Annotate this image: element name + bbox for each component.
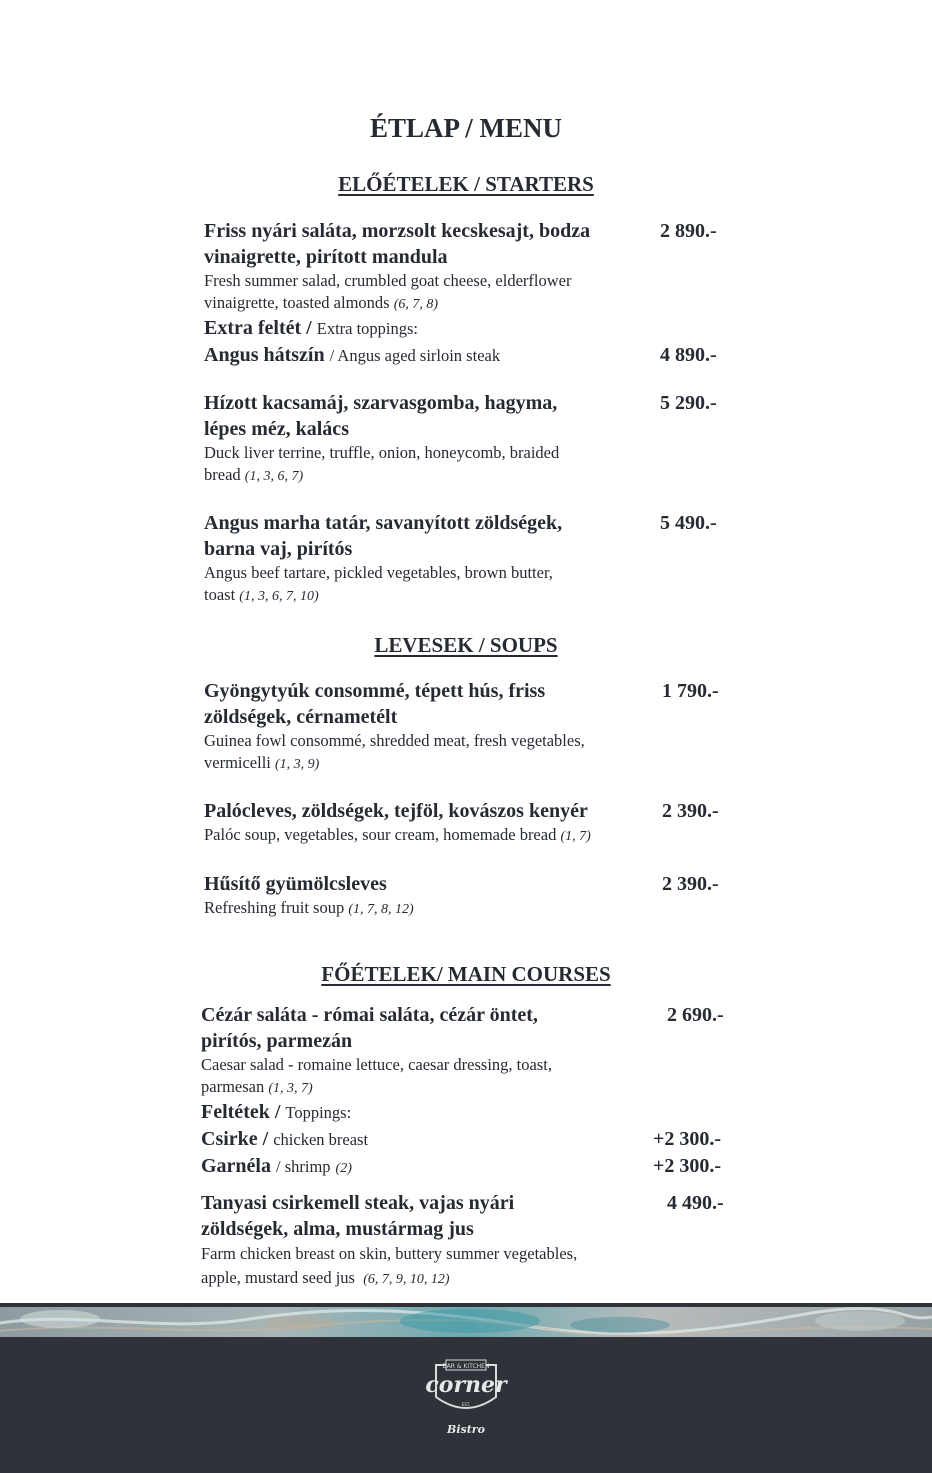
- item-name: Gyöngytyúk consommé, tépett hús, friss zöldségek, cérnametélt: [204, 680, 546, 728]
- item-name: Friss nyári saláta, morzsolt kecskesajt, bodza vinaigrette, pirított mandula: [204, 220, 591, 268]
- logo-sub-text: Bistro: [447, 1423, 485, 1436]
- menu-item: [204, 798, 744, 848]
- item-name: Hűsítő gyümölcsleves: [204, 873, 387, 895]
- topping-price: +2 300.-: [653, 1155, 722, 1177]
- footer: [0, 1337, 932, 1473]
- extra-toppings-row: Extra feltét / Extra toppings:: [204, 317, 419, 339]
- menu-item: [201, 1190, 741, 1292]
- item-name: Tanyasi csirkemell steak, vajas nyári zöldségek, alma, mustármag jus: [201, 1192, 515, 1240]
- item-name: Hízott kacsamáj, szarvasgomba, hagyma, lépes méz, kalács: [204, 392, 558, 440]
- menu-item: [204, 390, 744, 487]
- menu-item: [201, 1002, 741, 1182]
- item-description: Refreshing fruit soup (1, 7, 8, 12): [204, 898, 414, 917]
- corner-bistro-logo: [416, 1357, 516, 1443]
- logo-badge-text: BAR & KITCHEN: [442, 1363, 490, 1370]
- toppings-row: Feltétek / Toppings:: [201, 1101, 352, 1123]
- item-price: 2 390.-: [662, 800, 719, 822]
- logo-est-text: EST.: [461, 1402, 471, 1407]
- item-price: 2 690.-: [667, 1004, 724, 1026]
- extra-topping-row: Angus hátszín / Angus aged sirloin steak 4 890.-: [204, 344, 717, 366]
- topping-row: Garnéla / shrimp (2) +2 300.-: [201, 1155, 722, 1177]
- allergens: (6, 7, 9, 10, 12): [363, 1272, 450, 1287]
- item-price: 5 290.-: [660, 392, 717, 414]
- item-price: 1 790.-: [662, 680, 719, 702]
- item-price: 5 490.-: [660, 512, 717, 534]
- allergens: (6, 7, 8): [393, 296, 439, 312]
- section-title-starters: ELŐÉTELEK / STARTERS: [338, 172, 594, 196]
- item-name: Cézár saláta - római saláta, cézár öntet, pirítós, parmezán: [201, 1004, 538, 1052]
- item-description: Farm chicken breast on skin, buttery summer vegetables, apple, mustard seed jus (6, 7, 9, 10, 12): [201, 1244, 578, 1287]
- item-price: 2 890.-: [660, 220, 717, 242]
- item-name: Angus marha tatár, savanyított zöldségek, barna vaj, pirítós: [204, 512, 563, 560]
- marble-texture: [0, 1303, 932, 1337]
- extra-topping-price: 4 890.-: [660, 344, 717, 366]
- item-price: 2 390.-: [662, 873, 719, 895]
- item-description: Fresh summer salad, crumbled goat cheese, elderflower vinaigrette, toasted almonds (6, 7, 8): [204, 271, 572, 312]
- item-description: Angus beef tartare, pickled vegetables, brown butter, toast (1, 3, 6, 7, 10): [204, 563, 553, 604]
- menu-item: [204, 510, 744, 607]
- page-title: ÉTLAP / MENU: [369, 113, 563, 143]
- logo-name-text: corner: [425, 1372, 507, 1398]
- menu-item: [204, 218, 744, 369]
- item-description: Palóc soup, vegetables, sour cream, homemade bread (1, 7): [204, 825, 591, 844]
- marble-band: [0, 1303, 932, 1337]
- section-title-mains: FŐÉTELEK/ MAIN COURSES: [321, 962, 611, 986]
- item-description: Caesar salad - romaine lettuce, caesar dressing, toast, parmesan (1, 3, 7): [201, 1055, 552, 1096]
- menu-item: [204, 678, 744, 775]
- topping-row: Csirke / chicken breast +2 300.-: [201, 1128, 722, 1150]
- topping-price: +2 300.-: [653, 1128, 722, 1150]
- item-description: Duck liver terrine, truffle, onion, honeycomb, braided bread (1, 3, 6, 7): [204, 443, 560, 484]
- allergens: (1, 3, 6, 7): [244, 468, 304, 484]
- allergens: (2): [335, 1161, 352, 1176]
- allergens: (1, 7): [560, 829, 591, 844]
- item-price: 4 490.-: [667, 1192, 724, 1214]
- allergens: (1, 7, 8, 12): [348, 902, 414, 917]
- allergens: (1, 3, 6, 7, 10): [239, 588, 319, 604]
- menu-item: [204, 871, 744, 921]
- section-title-soups: LEVESEK / SOUPS: [374, 633, 558, 657]
- allergens: (1, 3, 9): [275, 756, 320, 772]
- allergens: (1, 3, 7): [268, 1080, 313, 1096]
- item-name: Palócleves, zöldségek, tejföl, kovászos kenyér: [204, 800, 588, 822]
- item-description: Guinea fowl consommé, shredded meat, fresh vegetables, vermicelli (1, 3, 9): [204, 731, 585, 772]
